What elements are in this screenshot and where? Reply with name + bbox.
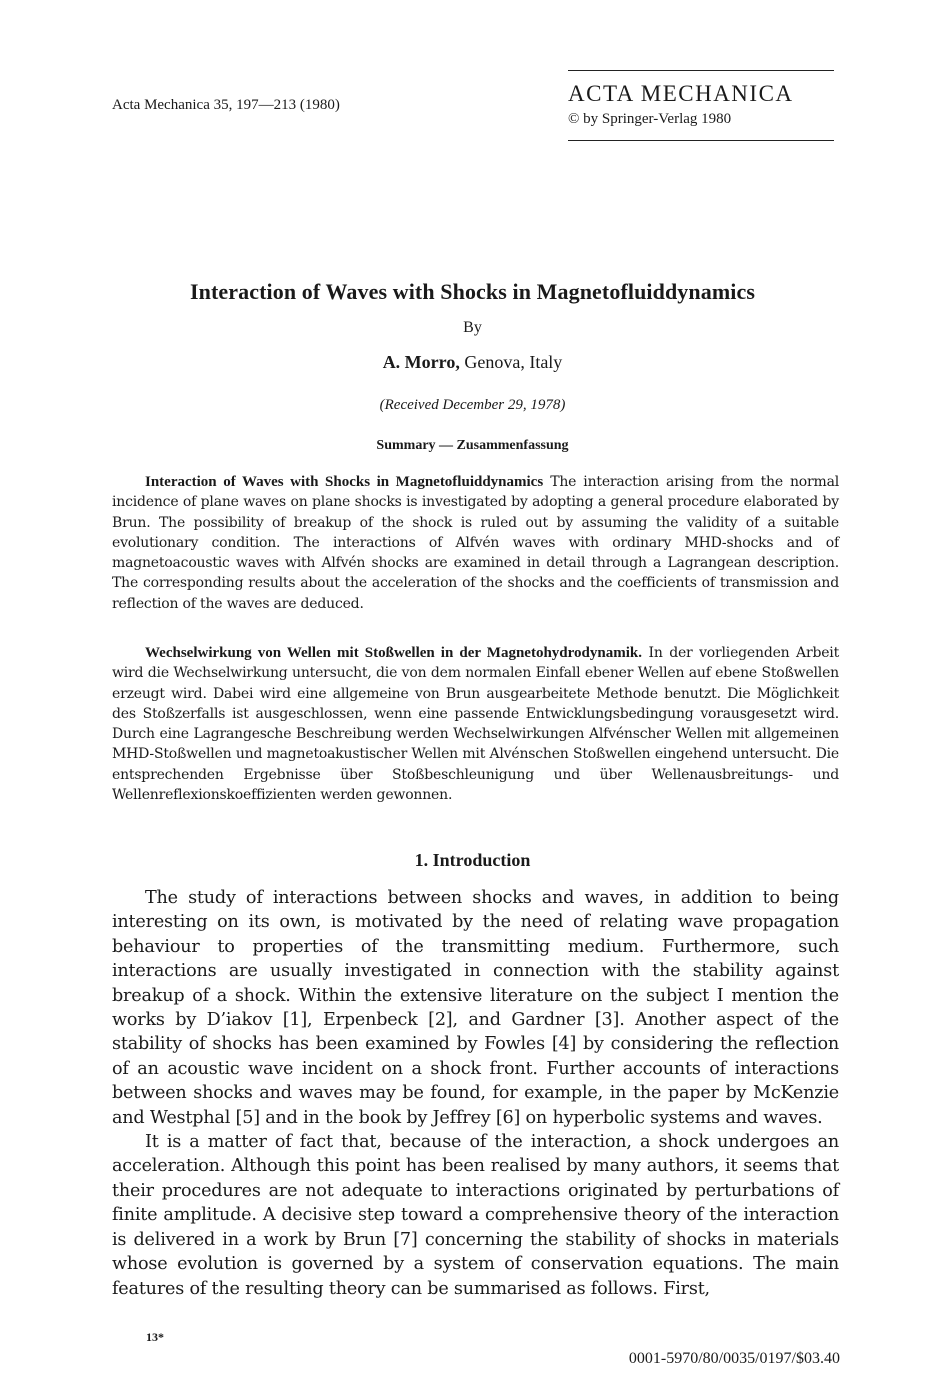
article-title: Interaction of Waves with Shocks in Magnetofluiddynamics <box>189 279 756 304</box>
introduction-paragraph: It is a matter of fact that, because of the interaction, a shock undergoes an acceleration. Although this point has been realised by many authors, it seems that their procedures are not adequate to interactions originated by perturbations of finite amplitude. A decisive step toward a comprehensive theory of the interaction is delivered in a work by Brun [7] concerning the stability of shocks in materials whose evolution is governed by a system of conservation equations. The main features of the resulting theory can be summarised as follows. First, <box>112 1132 839 1299</box>
abstract-english-text: The interaction arising from the normal incidence of plane waves on plane shocks is investigated by adopting a general procedure elaborated by Brun. The possibility of breakup of the shock is ruled out by assuming the validity of a suitable evolutionary condition. The interactions of Alfvén waves with ordinary MHD-shocks and of magnetoacoustic waves with Alfvén shocks are examined in detail through a Lagrangean description. The corresponding results about the acceleration of the shocks and the coefficients of transmission and reflection of the waves are deduced. <box>112 474 839 612</box>
introduction-body <box>112 886 839 1301</box>
section-heading-introduction: 1. Introduction <box>414 850 531 870</box>
received-date: (Received December 29, 1978) <box>379 397 566 413</box>
introduction-paragraph: The study of interactions between shocks and waves, in addition to being interesting on its own, is motivated by the need of relating wave propagation behaviour to properties of the transmitting medium. Furthermore, such interactions are usually investigated in connection with the stability against breakup of a shock. Within the extensive literature on the subject I mention the works by D’iakov [1], Erpenbeck [2], and Gardner [3]. Another aspect of the stability of shocks has been examined by Fowles [4] by considering the reflection of an acoustic wave incident on a shock front. Further accounts of interactions between shocks and waves may be found, for example, in the paper by McKenzie and Westphal [5] and in the book by Jeffrey [6] on hyperbolic systems and waves. <box>112 888 839 1128</box>
article-code: 0001-5970/80/0035/0197/$03.40 <box>628 1350 840 1367</box>
abstract-german-lead: Wechselwirkung von Wellen mit Stoßwellen in der Magnetohydrodynamik. <box>145 645 642 661</box>
journal-reference: Acta Mechanica 35, 197—213 (1980) <box>112 97 340 113</box>
masthead-title: ACTA MECHANICA <box>568 81 794 106</box>
abstract-english-lead: Interaction of Waves with Shocks in Magnetofluiddynamics <box>145 474 544 490</box>
by-line: By <box>463 319 482 336</box>
abstract-german <box>112 643 839 805</box>
abstract-german-text: In der vorliegenden Arbeit wird die Wechselwirkung untersucht, die von dem normalen Einfall ebener Wellen auf ebene Stoßwellen erzeugt wird. Dabei wird eine allgemeine von Brun ausgearbeitete Methode benutzt. Die Möglichkeit des Stoßzerfalls ist ausgeschlossen, wenn eine passende Entwicklungsbedingung vorausgesetzt wird. Durch eine Lagrangesche Beschreibung werden Wechselwirkungen Alfvénscher Wellen mit allgemeinen MHD-Stoßwellen und magnetoakustischer Wellen mit Alvénschen Stoßwellen eingehend untersucht. Die entsprechenden Ergebnisse über Stoßbeschleunigung und über Wellenausbreitungs- und Wellenreflexionskoeffizienten werden gewonnen. <box>112 645 839 804</box>
abstract-english <box>112 472 839 614</box>
signature-mark: 13* <box>146 1330 164 1344</box>
summary-heading: Summary — Zusammenfassung <box>376 438 569 453</box>
journal-masthead <box>568 70 834 141</box>
masthead-copyright: © by Springer-Verlag 1980 <box>568 111 732 127</box>
author-line <box>0 352 945 373</box>
author-name: A. Morro, <box>382 352 460 372</box>
author-affiliation: Genova, Italy <box>459 352 563 372</box>
